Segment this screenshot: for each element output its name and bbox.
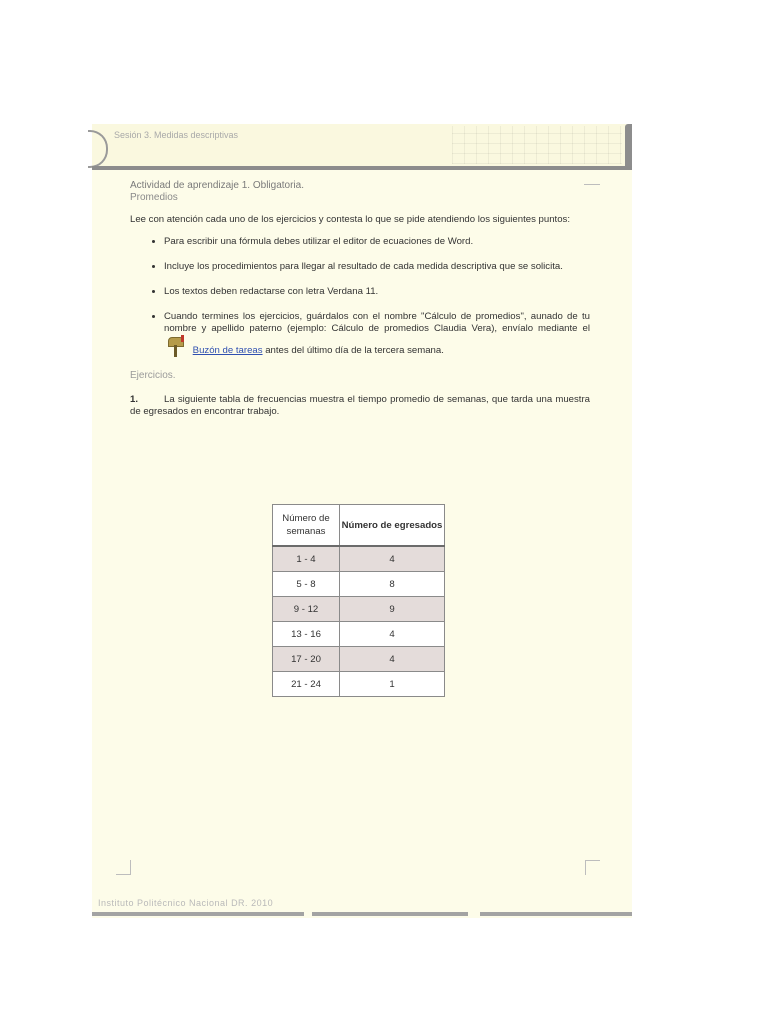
instruction-item: • Para escribir una fórmula debes utilizar el editor de ecuaciones de Word. — [164, 236, 590, 248]
cell-semanas: 9 - 12 — [273, 597, 340, 622]
instruction-text-end: antes del último día de la tercera semana. — [265, 345, 444, 356]
header-band — [92, 124, 632, 166]
cell-egresados: 9 — [340, 597, 445, 622]
table-row — [273, 597, 445, 622]
cell-egresados: 4 — [340, 546, 445, 572]
question-number: 1. — [130, 394, 139, 405]
footer-bar-left — [92, 912, 304, 916]
header-right-tab — [625, 124, 632, 166]
cell-semanas: 1 - 4 — [273, 546, 340, 572]
instruction-list — [130, 236, 590, 357]
question-text: La siguiente tabla de frecuencias muestra el tiempo promedio de semanas, que tarda una muestra de egresados en encontrar trabajo. — [130, 394, 590, 417]
exercises-title: Ejercicios. — [130, 370, 176, 381]
cell-semanas: 5 - 8 — [273, 572, 340, 597]
instruction-item: • Incluye los procedimientos para llegar al resultado de cada medida descriptiva que se solicita. — [164, 261, 590, 273]
activity-subtitle: Promedios — [130, 192, 178, 203]
header-divider — [92, 166, 632, 170]
cell-semanas: 21 - 24 — [273, 672, 340, 697]
table-row — [273, 572, 445, 597]
header-egresados: Número de egresados — [340, 505, 445, 547]
buzon-de-tareas-link[interactable]: Buzón de tareas — [192, 345, 263, 356]
table-row — [273, 546, 445, 572]
swirl-logo-icon — [88, 130, 108, 168]
cell-egresados: 8 — [340, 572, 445, 597]
table-row — [273, 622, 445, 647]
cell-semanas: 13 - 16 — [273, 622, 340, 647]
corner-mark-bottom-right — [585, 860, 600, 875]
session-title: Sesión 3. Medidas descriptivas — [114, 130, 239, 140]
question-1 — [130, 394, 590, 418]
document-page — [92, 124, 632, 918]
instruction-item — [164, 311, 590, 357]
activity-title: Actividad de aprendizaje 1. Obligatoria. — [130, 180, 304, 191]
activity-intro: Lee con atención cada uno de los ejercicios y contesta lo que se pide atendiendo los siguientes puntos: — [130, 214, 571, 225]
main-content — [130, 180, 590, 418]
corner-mark-bottom-left — [116, 860, 131, 875]
instruction-text: Cuando termines los ejercicios, guárdalos con el nombre "Cálculo de promedios", aunado de tu nombre y apellido paterno (ejemplo: Cálculo de promedios Claudia Vera), envíalo mediante el — [164, 311, 590, 334]
table-row — [273, 672, 445, 697]
mailbox-icon — [166, 335, 188, 357]
instruction-item: • Los textos deben redactarse con letra Verdana 11. — [164, 286, 590, 298]
footer-bar-middle — [312, 912, 468, 916]
cell-egresados: 4 — [340, 622, 445, 647]
cell-egresados: 1 — [340, 672, 445, 697]
cell-semanas: 17 - 20 — [273, 647, 340, 672]
header-grid-decoration — [452, 126, 622, 164]
footer-bar-right — [480, 912, 632, 916]
cell-egresados: 4 — [340, 647, 445, 672]
footer-institution: Instituto Politécnico Nacional DR. 2010 — [98, 898, 274, 908]
frequency-table — [272, 504, 445, 697]
table-row — [273, 647, 445, 672]
header-semanas: Número de semanas — [273, 505, 340, 547]
